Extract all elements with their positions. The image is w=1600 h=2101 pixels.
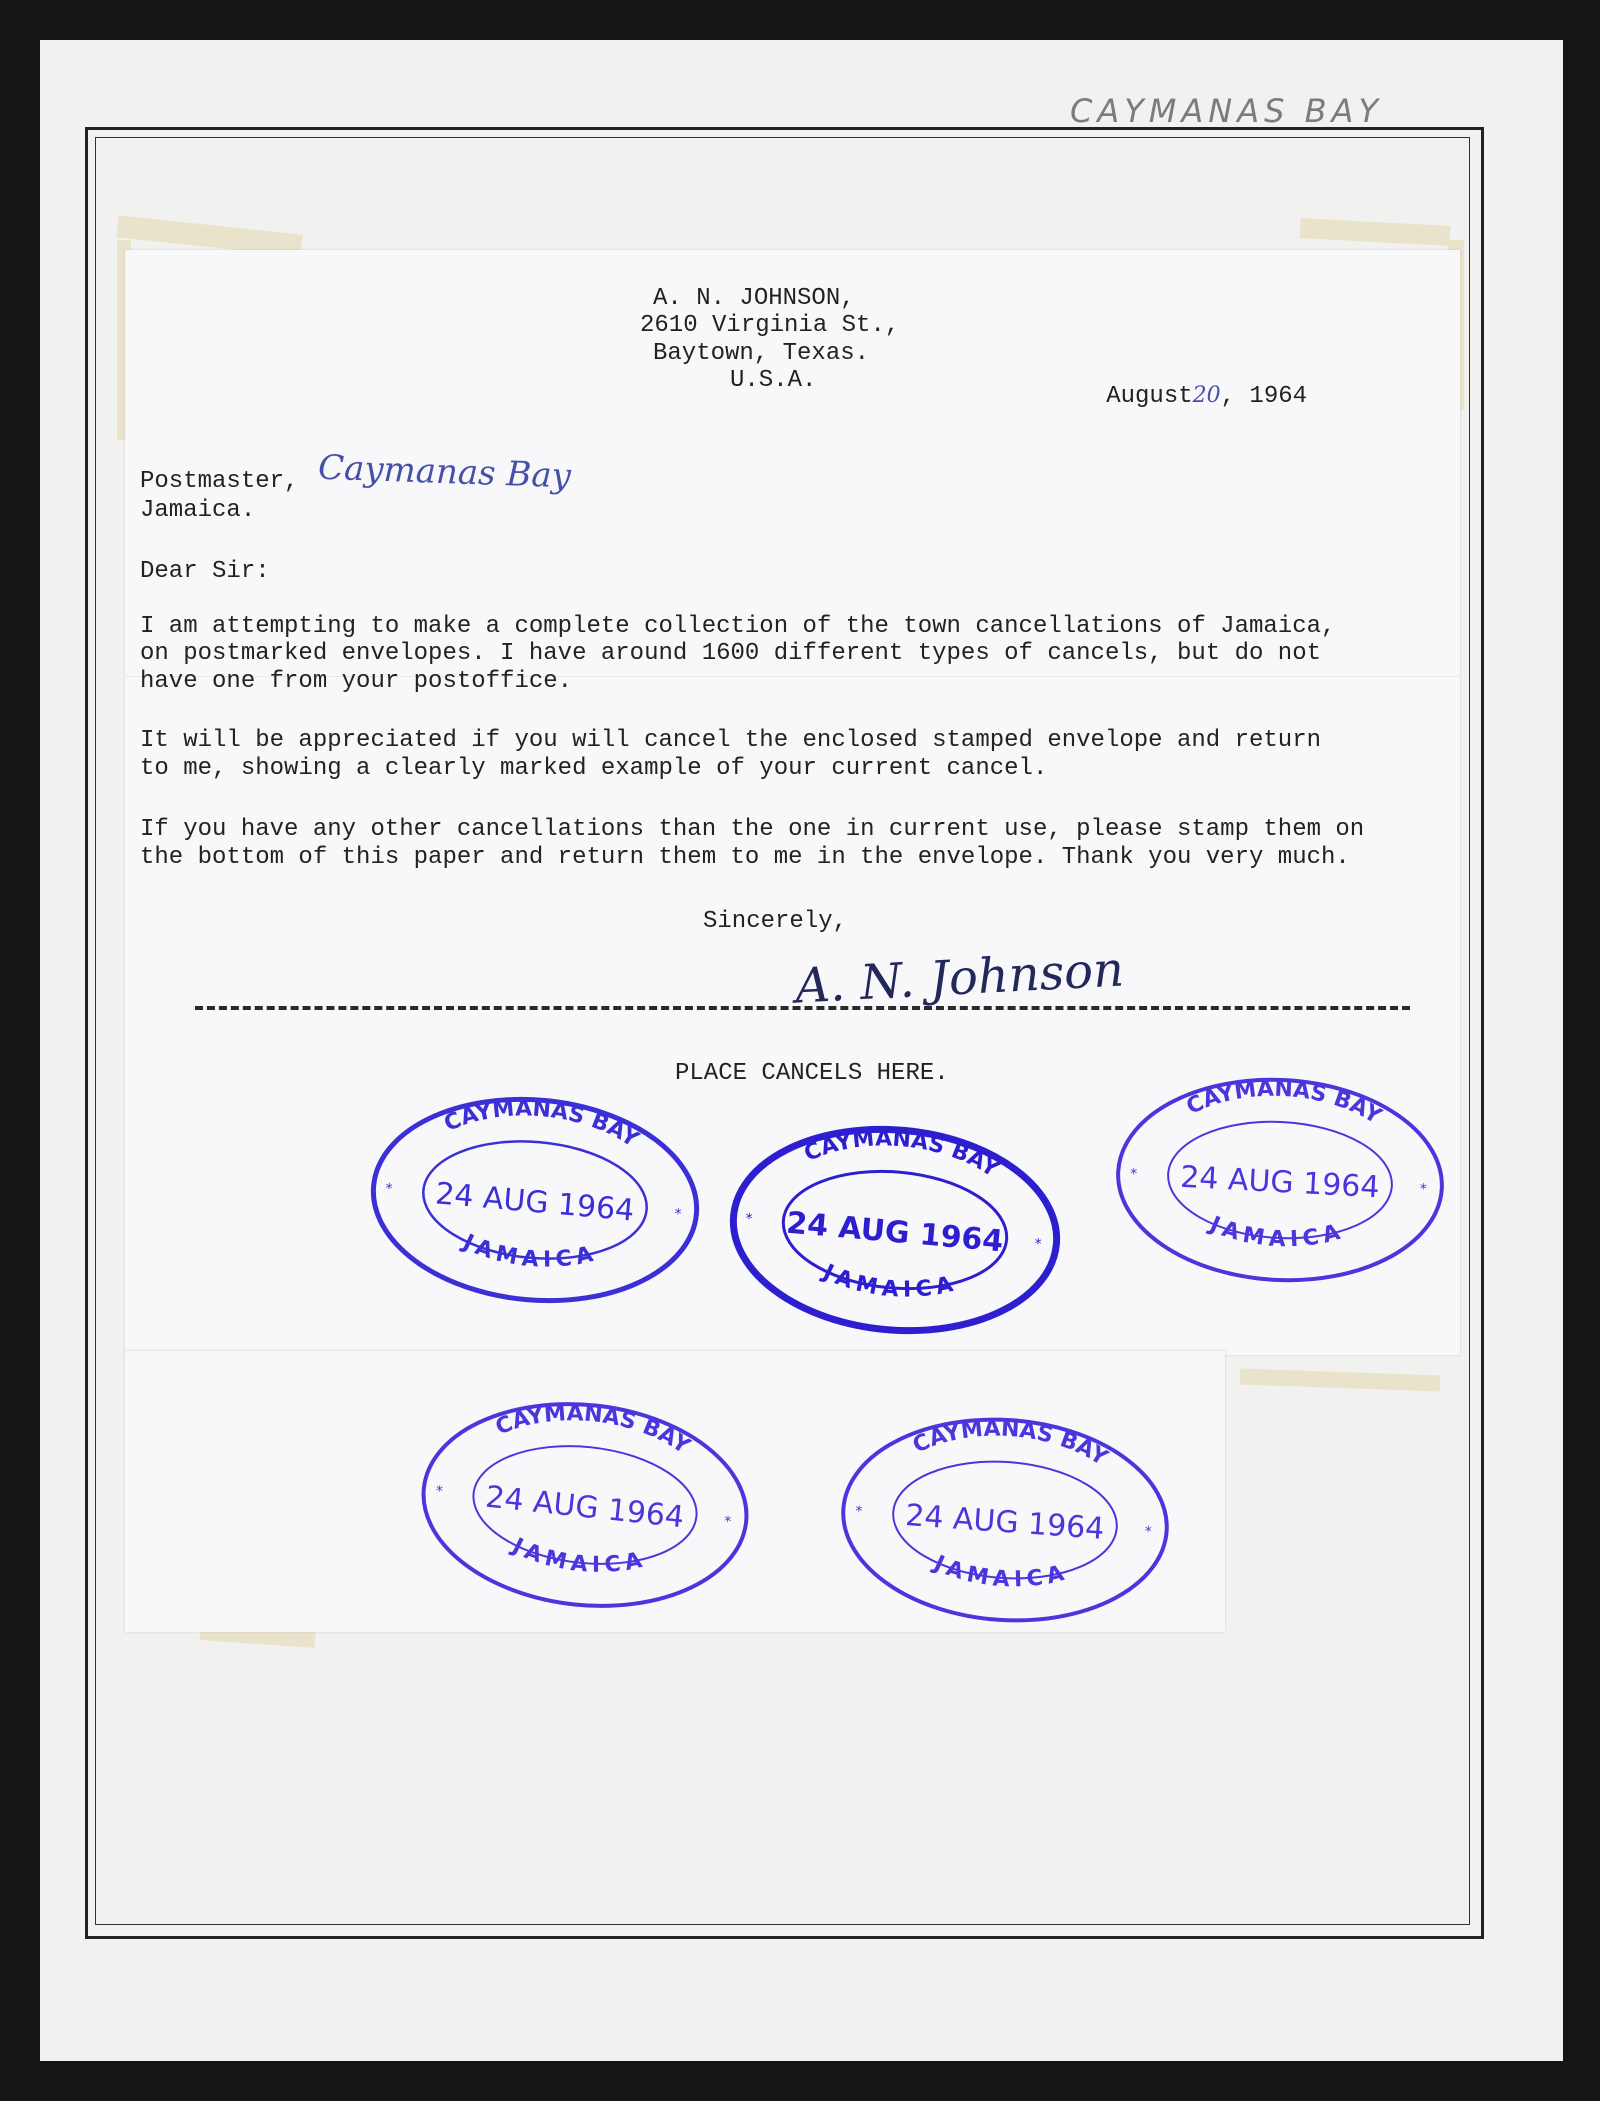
svg-text:*: * [434,1483,444,1500]
postmark-bottom-text: JAMAICA [508,1533,650,1578]
salutation: Dear Sir: [140,558,270,585]
paragraph-2-line-2: to me, showing a clearly marked example of your current cancel. [140,755,1048,782]
sender-street: 2610 Virginia St., [640,312,900,339]
fold-line [125,1350,1225,1351]
paragraph-1-line-3: have one from your postoffice. [140,668,573,695]
sender-country: U.S.A. [730,367,817,394]
postmark-3 [1104,1061,1455,1298]
postmark-date: 24 AUG 1964 [784,1205,1005,1260]
addressee-country: Jamaica. [140,497,256,524]
postmark-date: 24 AUG 1964 [904,1498,1106,1547]
paragraph-3-line-1: If you have any other cancellations than the one in current use, please stamp them on [140,816,1365,843]
postmark-date: 24 AUG 1964 [433,1176,636,1229]
postmark-4 [404,1378,765,1632]
svg-text:*: * [723,1513,732,1531]
sender-name: A. N. JOHNSON, [653,285,855,312]
cut-line [195,1006,1410,1010]
postmark-date: 24 AUG 1964 [483,1479,686,1536]
svg-text:*: * [673,1206,682,1223]
closing: Sincerely, [703,908,848,935]
cancel-instruction: PLACE CANCELS HERE. [675,1060,949,1087]
svg-text:*: * [1129,1166,1138,1183]
svg-text:*: * [1143,1523,1153,1541]
paragraph-3-line-2: the bottom of this paper and return them to me in the envelope. Thank you very much. [140,844,1350,871]
postmark-bottom-text: JAMAICA [930,1551,1072,1593]
postmark-top-text: CAYMANAS BAY [440,1096,643,1153]
postmark-bottom-text: JAMAICA [819,1259,961,1303]
addressee-handwritten: Caymanas Bay [317,447,572,497]
date-month: August [1106,383,1193,410]
postmark-2 [716,1106,1074,1355]
postmark-1 [356,1076,714,1325]
postmark-top-text: CAYMANAS BAY [492,1401,695,1460]
postmark-top-text: CAYMANAS BAY [800,1126,1003,1183]
postmark-5 [828,1398,1183,1641]
letter-date [1087,365,1307,410]
postmark-date: 24 AUG 1964 [1179,1159,1381,1206]
svg-text:*: * [854,1503,863,1521]
date-day-handwritten: 20 [1192,383,1221,408]
paragraph-2-line-1: It will be appreciated if you will cancel the enclosed stamped envelope and return [140,727,1321,754]
paragraph-1-line-1: I am attempting to make a complete collection of the town cancellations of Jamaica, [140,613,1336,640]
postmark-top-text: CAYMANAS BAY [909,1416,1112,1471]
addressee-title: Postmaster, [140,468,299,495]
svg-text:*: * [1033,1236,1042,1253]
signature: A. N. Johnson [793,941,1126,1015]
paragraph-1-line-2: on postmarked envelopes. I have around 1600 different types of cancels, but do not [140,640,1321,667]
svg-text:*: * [1419,1181,1428,1198]
svg-text:*: * [744,1210,754,1228]
page-heading: CAYMANAS BAY [1070,92,1383,130]
svg-text:*: * [384,1180,394,1198]
date-year: , 1964 [1220,383,1308,410]
postmark-top-text: CAYMANAS BAY [1182,1076,1386,1130]
sender-city: Baytown, Texas. [653,340,870,367]
postmark-bottom-text: JAMAICA [1206,1212,1348,1253]
postmark-bottom-text: JAMAICA [459,1229,601,1273]
